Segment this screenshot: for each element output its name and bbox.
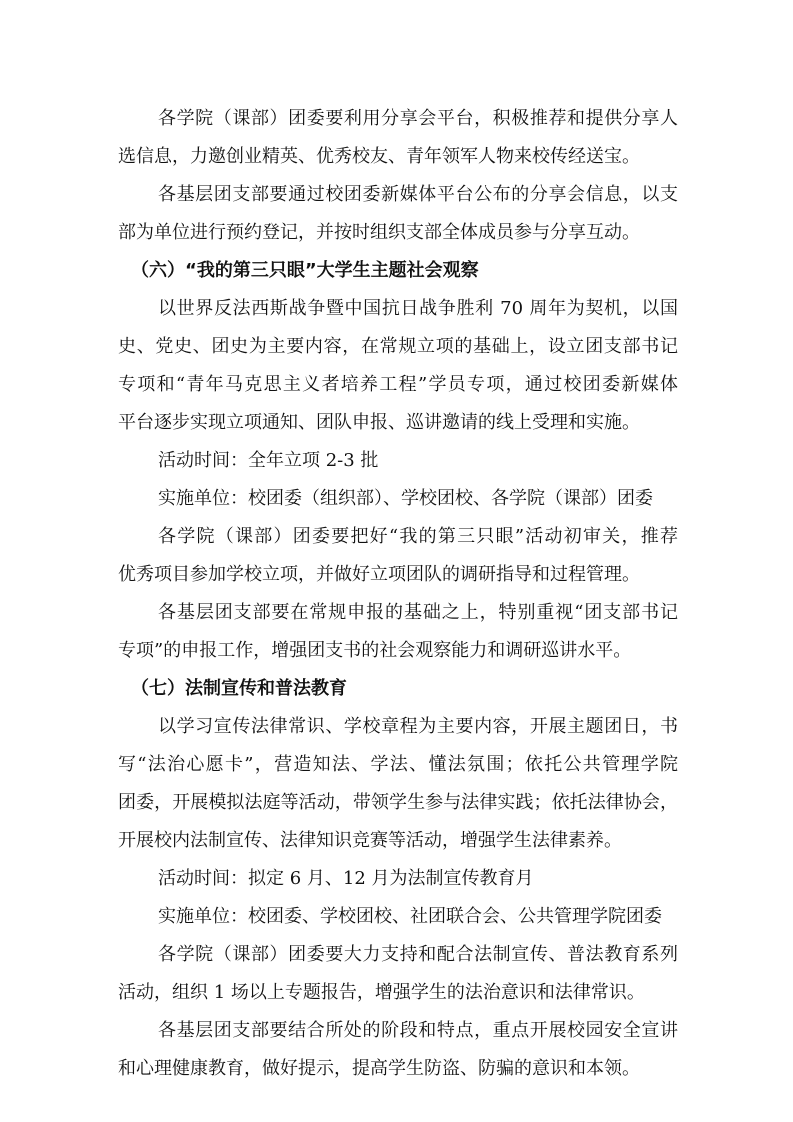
paragraph-line: 平台逐步实现立项通知、团队申报、巡讲邀请的线上受理和实施。 xyxy=(118,412,640,433)
implementing-units: 实施单位：校团委、学校团校、社团联合会、公共管理学院团委 xyxy=(158,906,662,927)
paragraph-line: 各基层团支部要结合所处的阶段和特点，重点开展校园安全宣讲 xyxy=(158,1020,678,1041)
implementing-units: 实施单位：校团委（组织部）、学校团校、各学院（课部）团委 xyxy=(158,488,653,509)
activity-time: 活动时间：拟定 6 月、12 月为法制宣传教育月 xyxy=(158,868,534,889)
paragraph-line: 各基层团支部要在常规申报的基础之上，特别重视“团支部书记 xyxy=(158,602,678,623)
paragraph-line: 以世界反法西斯战争暨中国抗日战争胜利 70 周年为契机，以国 xyxy=(158,298,678,319)
paragraph-line: 专项”的申报工作，增强团支书的社会观察能力和调研巡讲水平。 xyxy=(118,640,632,661)
section-heading: （六）“我的第三只眼”大学生主题社会观察 xyxy=(131,260,479,281)
paragraph-line: 选信息，力邀创业精英、优秀校友、青年领军人物来校传经送宝。 xyxy=(118,146,640,167)
paragraph-line: 写“法治心愿卡”，营造知法、学法、懂法氛围；依托公共管理学院 xyxy=(118,754,678,775)
activity-time: 活动时间：全年立项 2-3 批 xyxy=(158,450,379,471)
paragraph-line: 开展校内法制宣传、法律知识竞赛等活动，增强学生法律素养。 xyxy=(118,830,622,851)
section-heading: （七）法制宣传和普法教育 xyxy=(131,678,347,699)
paragraph-line: 各学院（课部）团委要大力支持和配合法制宣传、普法教育系列 xyxy=(158,944,678,965)
paragraph-line: 部为单位进行预约登记，并按时组织支部全体成员参与分享互动。 xyxy=(118,222,640,243)
paragraph-line: 各学院（课部）团委要把好“我的第三只眼”活动初审关，推荐 xyxy=(158,526,678,547)
paragraph-line: 和心理健康教育，做好提示，提高学生防盗、防骗的意识和本领。 xyxy=(118,1058,640,1079)
paragraph-line: 专项和“青年马克思主义者培养工程”学员专项，通过校团委新媒体 xyxy=(118,374,678,395)
paragraph-line: 各学院（课部）团委要利用分享会平台，积极推荐和提供分享人 xyxy=(158,108,678,129)
paragraph-line: 以学习宣传法律常识、学校章程为主要内容，开展主题团日，书 xyxy=(158,716,678,737)
paragraph-line: 优秀项目参加学校立项，并做好立项团队的调研指导和过程管理。 xyxy=(118,564,640,585)
paragraph-line: 史、党史、团史为主要内容，在常规立项的基础上，设立团支部书记 xyxy=(118,336,678,357)
paragraph-line: 各基层团支部要通过校团委新媒体平台公布的分享会信息，以支 xyxy=(158,184,678,205)
paragraph-line: 活动，组织 1 场以上专题报告，增强学生的法治意识和法律常识。 xyxy=(118,982,645,1003)
paragraph-line: 团委，开展模拟法庭等活动，带领学生参与法律实践；依托法律协会， xyxy=(118,792,678,813)
